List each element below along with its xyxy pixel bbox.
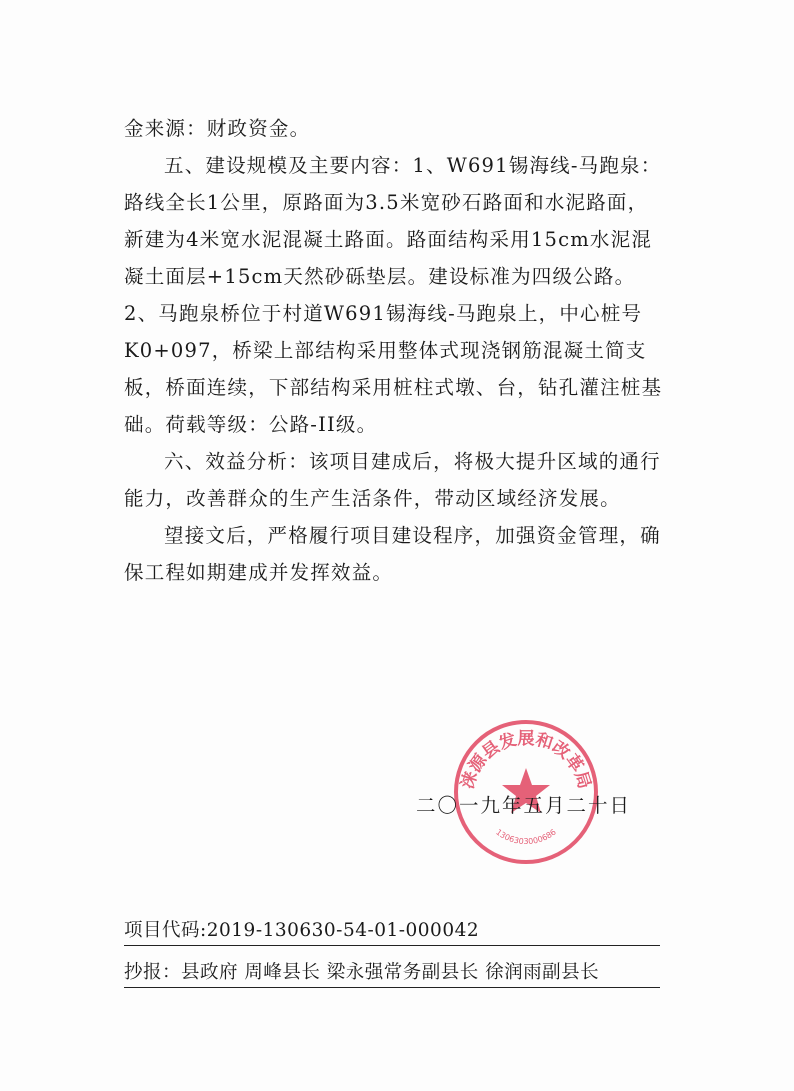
seal-text: 涞源县发展和改革局 <box>457 729 595 792</box>
seal-number: 1306303000686 <box>494 827 558 847</box>
paragraph-benefit-analysis: 六、效益分析：该项目建成后，将极大提升区域的通行能力，改善群众的生产生活条件，带动区域经济发展。 <box>124 450 661 510</box>
cc-recipients: 抄报：县政府 周峰县长 梁永强常务副县长 徐润雨副县长 <box>124 958 660 988</box>
document-date: 二〇一九年五月二十日 <box>416 794 632 817</box>
document-body <box>124 110 664 591</box>
project-code: 项目代码:2019-130630-54-01-000042 <box>124 916 660 946</box>
svg-text:1306303000686 <box>494 828 558 847</box>
paragraph-construction-scope: 五、建设规模及主要内容：1、W691锡海线-马跑泉：路线全长1公里，原路面为3.5米宽砂石路面和水泥路面，新建为4米宽水泥混凝土路面。路面结构采用15cm水泥混凝土面层+15cm天然砂砾垫层。建设标准为四级公路。2、马跑泉桥位于村道W691锡海线-马跑泉上，中心桩号K0+097，桥梁上部结构采用整体式现浇钢筋混凝土简支板，桥面连续，下部结构采用桩柱式墩、台，钻孔灌注桩基础。荷载等级：公路-II级。 <box>124 154 663 436</box>
paragraph-funding-source: 金来源：财政资金。 <box>124 117 311 140</box>
paragraph-instruction: 望接文后，严格履行项目建设程序，加强资金管理，确保工程如期建成并发挥效益。 <box>124 524 661 584</box>
